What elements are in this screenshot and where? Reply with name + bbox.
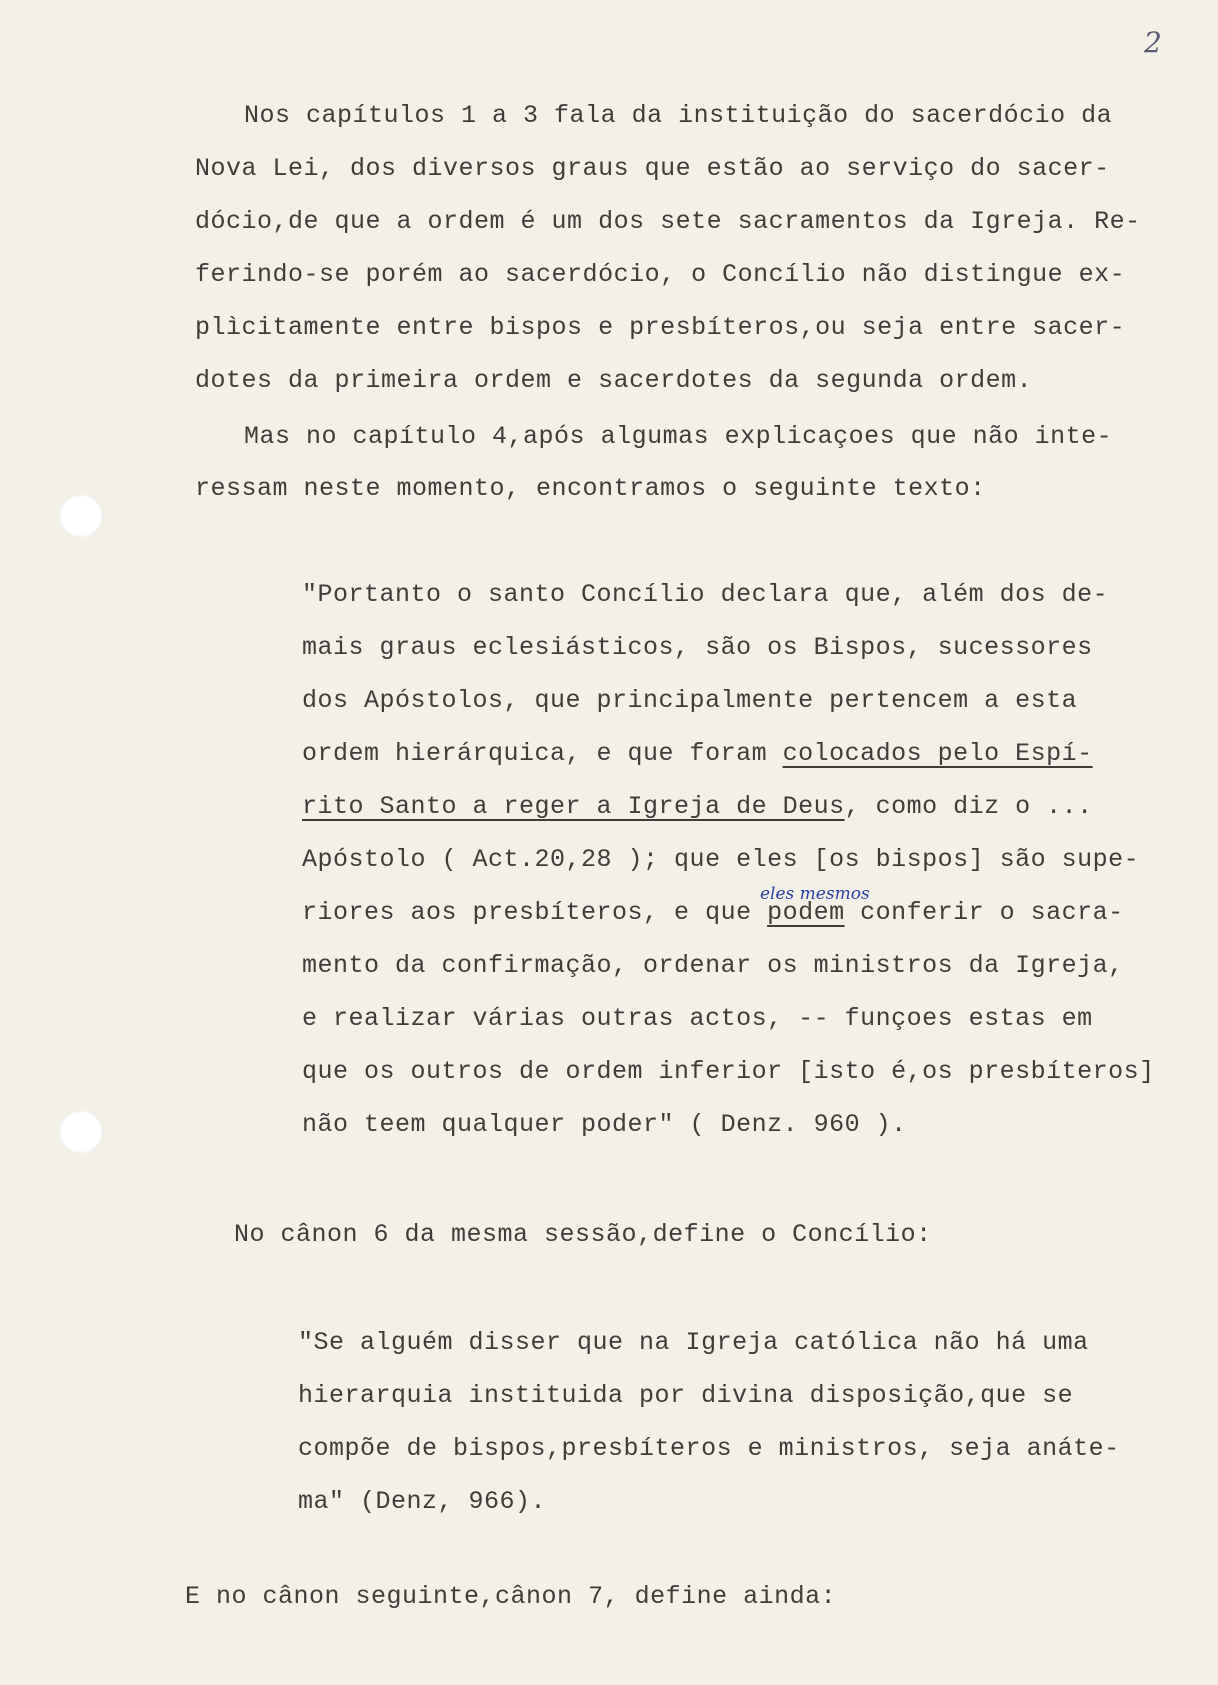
canon-6-intro: No cânon 6 da mesma sessão,define o Concílio: xyxy=(234,1220,932,1249)
quote-2-line: ma" (Denz, 966). xyxy=(298,1487,547,1516)
paragraph-2-line: Mas no capítulo 4,após algumas explicaçoes que não inte- xyxy=(182,422,1113,451)
punch-hole xyxy=(59,1110,103,1154)
underlined-text: rito Santo a reger a Igreja de Deus xyxy=(302,792,845,821)
paragraph-1-line: plìcitamente entre bispos e presbíteros,ou seja entre sacer- xyxy=(195,313,1126,342)
quote-1-line: mento da confirmação, ordenar os ministros da Igreja, xyxy=(302,951,1124,980)
punch-hole xyxy=(59,494,103,538)
quote-text: , como diz o ... xyxy=(844,792,1093,821)
canon-7-intro: E no cânon seguinte,cânon 7, define ainda: xyxy=(185,1582,837,1611)
quote-1-line: mais graus eclesiásticos, são os Bispos, sucessores xyxy=(302,633,1093,662)
paragraph-1-line: ferindo-se porém ao sacerdócio, o Concílio não distingue ex- xyxy=(195,260,1126,289)
paragraph-1-line: Nos capítulos 1 a 3 fala da instituição do sacerdócio da xyxy=(182,101,1113,130)
quote-1-line: que os outros de ordem inferior [isto é,os presbíteros] xyxy=(302,1057,1155,1086)
paragraph-2-line: ressam neste momento, encontramos o seguinte texto: xyxy=(195,474,986,503)
paragraph-1-line: dotes da primeira ordem e sacerdotes da segunda ordem. xyxy=(195,366,1033,395)
quote-1-line: e realizar várias outras actos, -- funçoes estas em xyxy=(302,1004,1093,1033)
page-number: 2 xyxy=(1144,26,1162,59)
struck-word: podem xyxy=(767,898,845,927)
quote-text: ordem hierárquica, e que foram xyxy=(302,739,783,768)
quote-1-line xyxy=(302,898,1124,928)
underlined-text: colocados pelo Espí- xyxy=(782,739,1093,768)
quote-2-line: "Se alguém disser que na Igreja católica não há uma xyxy=(298,1328,1089,1357)
paragraph-1-line: Nova Lei, dos diversos graus que estão ao serviço do sacer- xyxy=(195,154,1110,183)
quote-2-line: compõe de bispos,presbíteros e ministros, seja anáte- xyxy=(298,1434,1120,1463)
quote-text: riores aos presbíteros, e que xyxy=(302,898,768,927)
quote-1-line: "Portanto o santo Concílio declara que, além dos de- xyxy=(302,580,1109,609)
quote-2-line: hierarquia instituida por divina disposição,que se xyxy=(298,1381,1074,1410)
quote-1-line: não teem qualquer poder" ( Denz. 960 ). xyxy=(302,1110,907,1139)
paragraph-1-line: dócio,de que a ordem é um dos sete sacramentos da Igreja. Re- xyxy=(195,207,1141,236)
quote-1-line: Apóstolo ( Act.20,28 ); que eles [os bispos] são supe- xyxy=(302,845,1140,874)
quote-1-line xyxy=(302,739,1093,769)
handwritten-insertion: eles mesmos xyxy=(760,884,870,904)
quote-1-line: dos Apóstolos, que principalmente pertencem a esta xyxy=(302,686,1078,715)
quote-1-line xyxy=(302,792,1093,822)
quote-text: conferir o sacra- xyxy=(844,898,1124,927)
